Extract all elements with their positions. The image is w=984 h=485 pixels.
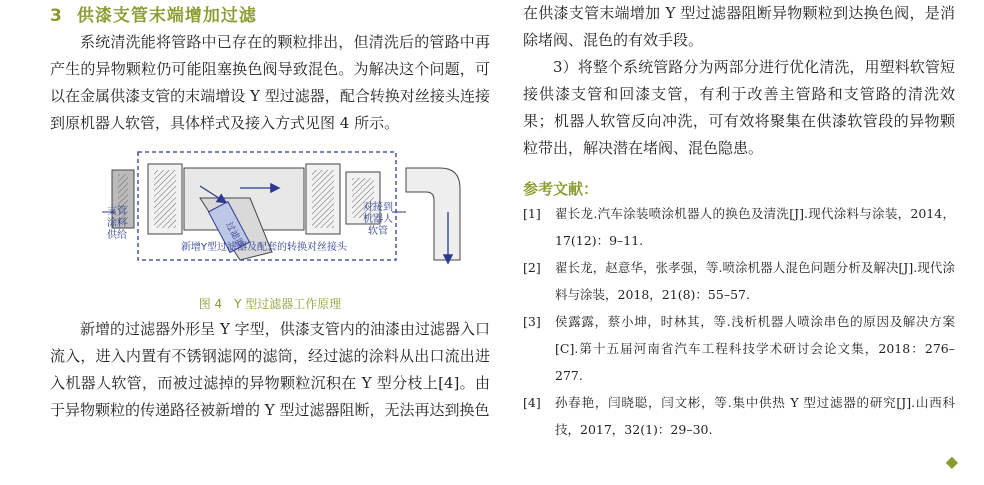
label-robot-hose: 对接到机器人软管 (363, 202, 393, 237)
reference-text: 孙春艳，闫晓聪，闫文彬，等.集中供热 Y 型过滤器的研究[J].山西科技，2017，32(1)：29–30. (555, 395, 955, 437)
section-number: 3 (50, 6, 63, 26)
reference-number: [4] (523, 395, 541, 410)
outlet-elbow (406, 168, 460, 260)
end-mark-icon: ◆ (945, 452, 958, 471)
right-column (523, 0, 955, 443)
reference-number: [2] (523, 260, 541, 275)
reference-item (523, 200, 955, 254)
reference-item (523, 308, 955, 389)
figure-caption: 图 4 Y 型过滤器工作原理 (198, 297, 342, 311)
paragraph-point-3: 3）将整个系统管路分为两部分进行优化清洗，用塑料软管短接供漆支管和回漆支管，有利于改善主管路和支管路的清洗效果；机器人软管反向冲洗，可有效将聚集在供漆软管段的异物颗粒带出，解决潜在堵阀、混色隐患。 (523, 58, 955, 157)
filter-text: 过滤器 (223, 220, 245, 250)
reference-number: [3] (523, 314, 541, 329)
section-title: 供漆支管末端增加过滤 (76, 6, 257, 26)
section-heading (50, 3, 490, 29)
figure-4 (50, 142, 490, 292)
paragraph-continued: 在供漆支管末端增加 Y 型过滤器阻断异物颗粒到达换色阀，是消除堵阀、混色的有效手段。 (523, 4, 955, 49)
reference-number: [1] (523, 206, 541, 221)
paragraph-filter: 新增的过滤器外形呈 Y 字型，供漆支管内的油漆由过滤器入口流入，进入内置有不锈钢滤网的滤筒，经过滤的涂料从出口流出进入机器人软管，而被过滤掉的异物颗粒沉积在 Y 型分枝上[4]。由于异物颗粒的传递路径被新增的 Y 型过滤器阻断，无法再达到换色 (50, 320, 490, 419)
references-title: 参考文献： (523, 180, 599, 198)
reference-item (523, 389, 955, 443)
label-new-filter: 新增Y型过滤器及配套的转换对丝接头 (180, 242, 348, 253)
reference-item (523, 254, 955, 308)
paragraph-intro: 系统清洗能将管路中已存在的颗粒排出，但清洗后的管路中再产生的异物颗粒仍可能阻塞换色阀导致混色。为解决这个问题，可以在金属供漆支管的末端增设 Y 型过滤器，配合转换对丝接头连接到原机器人软管，具体样式及接入方式见图 4 所示。 (50, 33, 490, 132)
label-supply: 支管涂料供给 (107, 206, 127, 241)
references-list (523, 200, 955, 443)
reference-text: 翟长龙.汽车涂装喷涂机器人的换色及清洗[J].现代涂料与涂装，2014，17(12)：9–11. (555, 206, 955, 248)
left-column (50, 0, 490, 424)
reference-text: 侯露露，蔡小坤，时林其，等.浅析机器人喷涂串色的原因及解决方案[C].第十五届河南省汽车工程科技学术研讨会论文集，2018：276–277. (555, 314, 955, 383)
reference-text: 翟长龙，赵意华，张孝强，等.喷涂机器人混色问题分析及解决[J].现代涂料与涂装，2018，21(8)：55–57. (555, 260, 955, 302)
